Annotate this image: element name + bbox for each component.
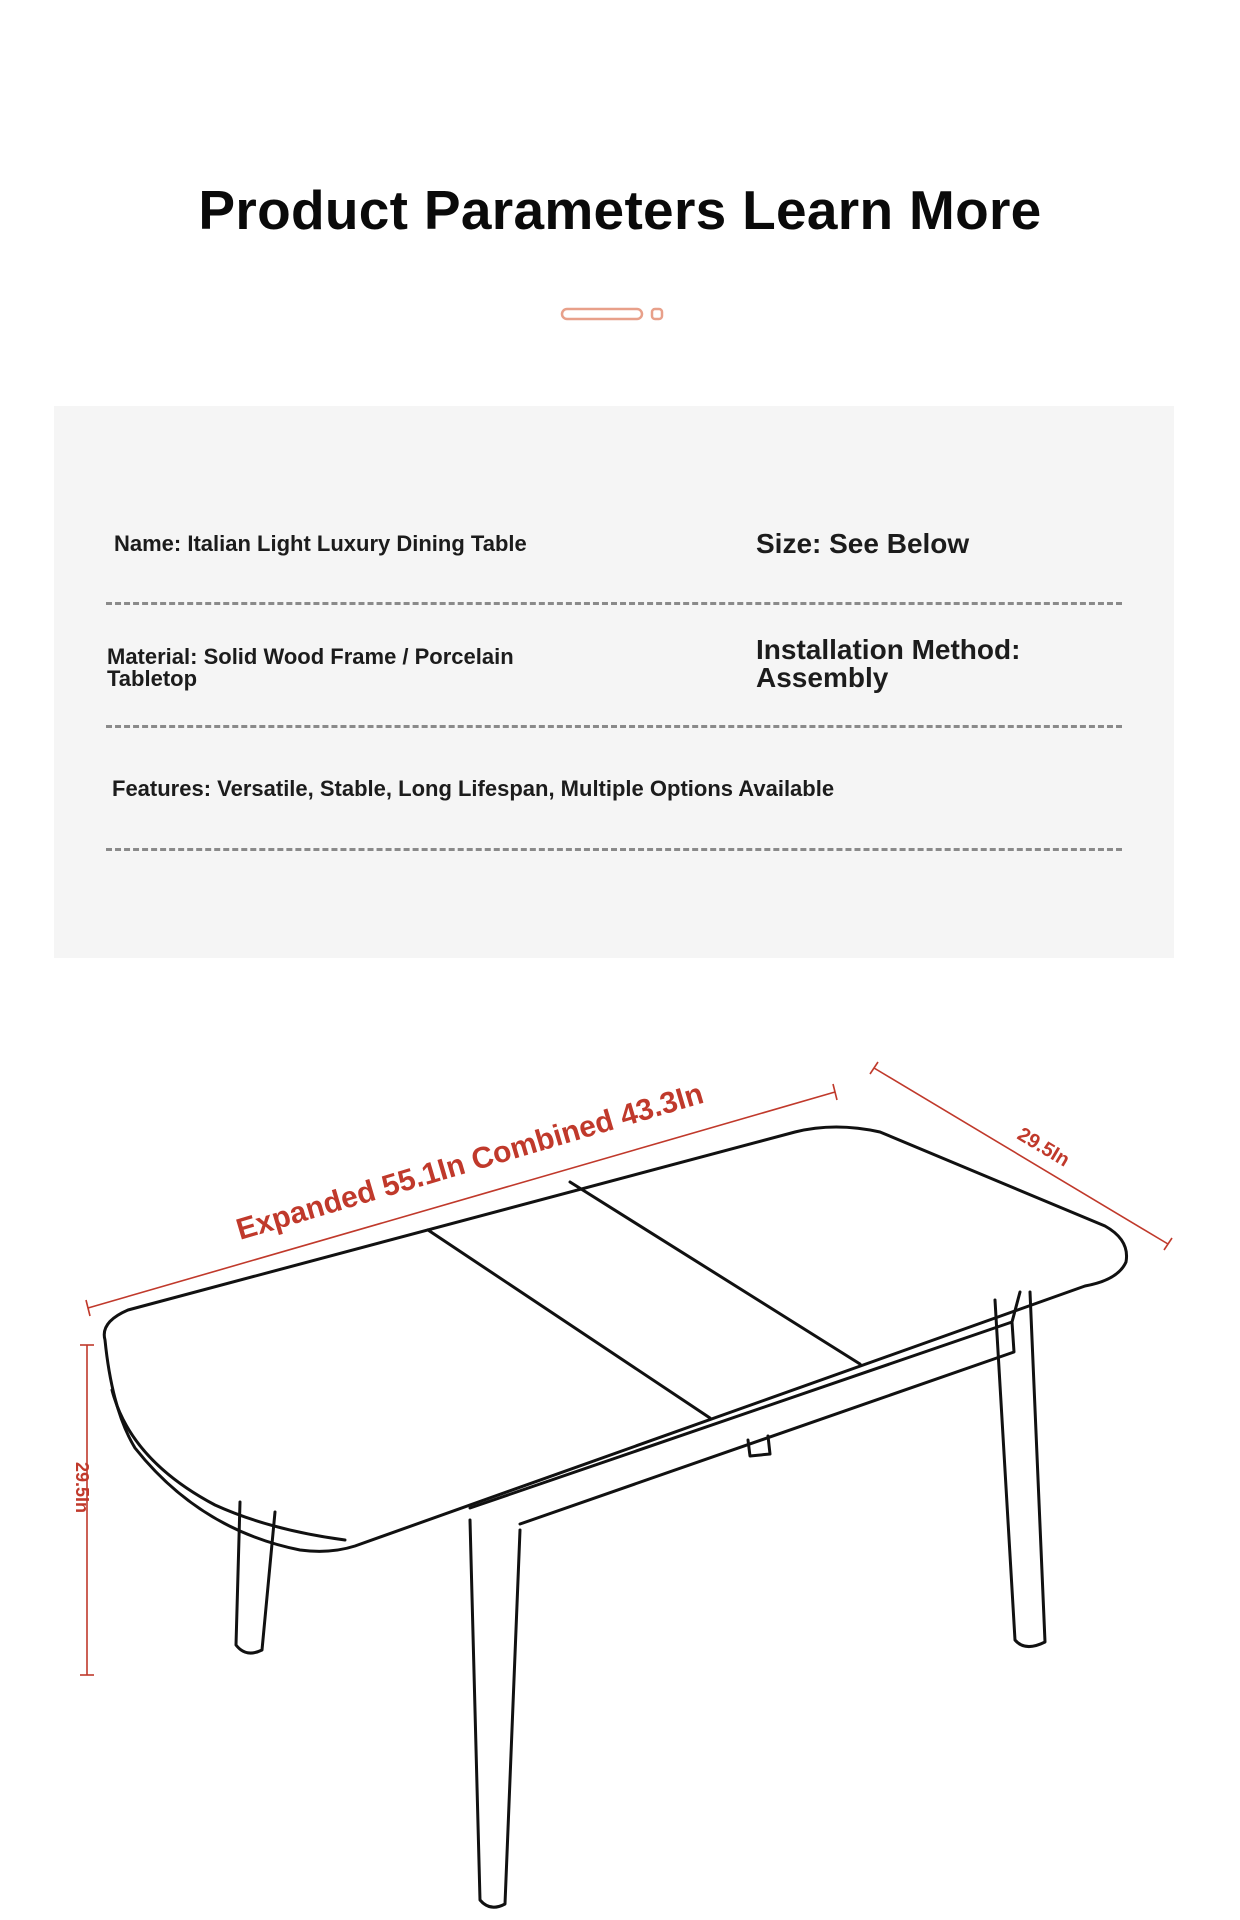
param-features: Features: Versatile, Stable, Long Lifespan, Multiple Options Available (112, 776, 835, 801)
param-material-line2: Tabletop (107, 666, 198, 691)
leg-back-right-top (1012, 1292, 1020, 1322)
tabletop-edge (112, 1390, 345, 1540)
param-material (107, 646, 514, 690)
leaf-seam-left (428, 1230, 710, 1418)
table-outline (104, 1127, 1126, 1907)
param-installation (756, 636, 1020, 692)
width-dimension-label: 29.5In (1013, 1123, 1074, 1172)
page-title: Product Parameters Learn More (198, 179, 1042, 241)
param-name: Name: Italian Light Luxury Dining Table (114, 531, 527, 556)
leaf-seam-right (570, 1182, 860, 1364)
param-divider (106, 848, 1122, 851)
param-size: Size: See Below (756, 528, 970, 559)
param-divider (106, 602, 1122, 605)
leg-back-right (995, 1292, 1045, 1647)
table-apron (470, 1322, 1014, 1524)
length-dimension-line (88, 1092, 835, 1308)
param-divider (106, 725, 1122, 728)
param-installation-line2: Assembly (756, 662, 889, 693)
height-dimension-label: 29.5In (72, 1462, 92, 1514)
product-parameters-panel (54, 406, 1174, 958)
width-dimension-line (874, 1068, 1168, 1244)
dimension-lines (80, 1062, 1172, 1675)
leg-front (470, 1520, 520, 1907)
length-dimension-label: Expanded 55.1In Combined 43.3In (232, 1077, 708, 1247)
tabletop-surface (104, 1127, 1126, 1551)
param-installation-line1: Installation Method: (756, 634, 1021, 665)
param-material-line1: Material: Solid Wood Frame / Porcelain (107, 644, 514, 669)
title-divider-ornament (560, 306, 670, 322)
dining-table-dimension-diagram (0, 1030, 1240, 1920)
